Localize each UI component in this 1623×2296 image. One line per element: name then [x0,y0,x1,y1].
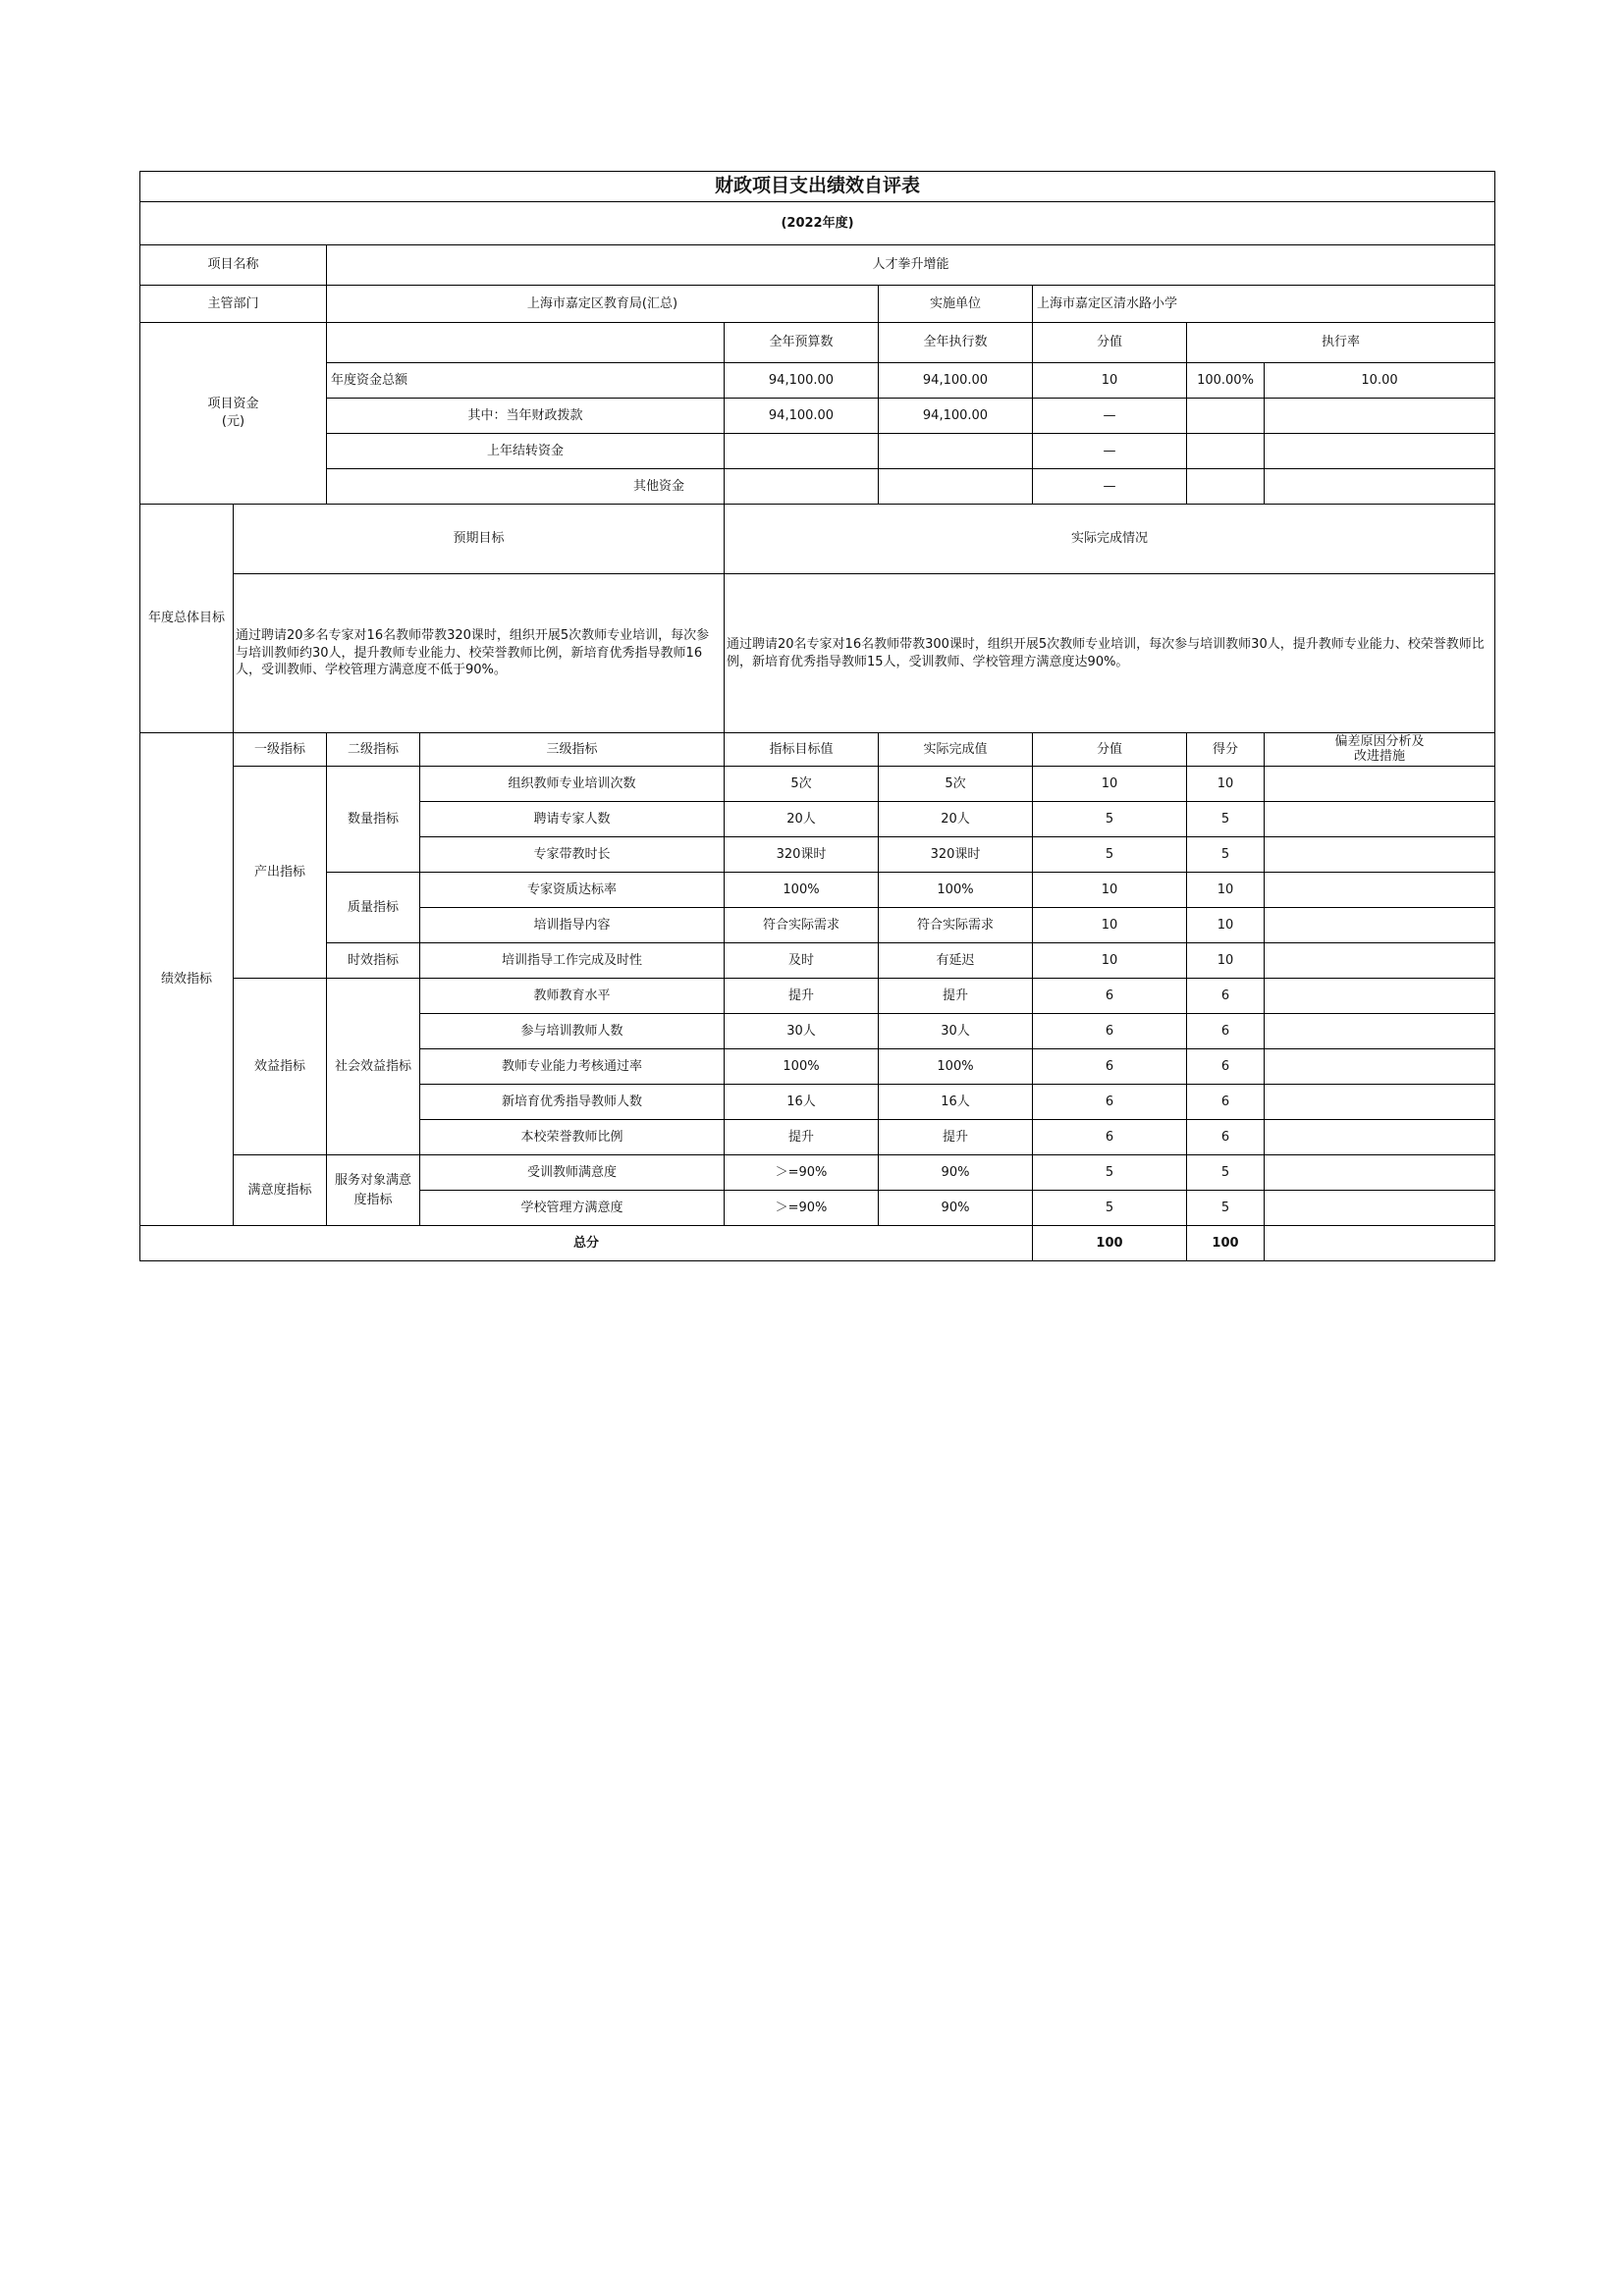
goal-expected-header: 预期目标 [234,505,725,574]
indicator-score: 10 [1187,873,1265,908]
indicator-name: 参与培训教师人数 [420,1014,725,1049]
goal-expected-text: 通过聘请20多名专家对16名教师带教320课时，组织开展5次教师专业培训，每次参与培训教师约30人，提升教师专业能力、校荣誉教师比例，新培育优秀指导教师16人，受训教师、学校管理方满意度不低于90%。 [234,574,725,733]
indicator-target: 符合实际需求 [725,908,879,943]
funds-row-label: 其他资金 [327,469,725,505]
indicator-note [1265,1014,1495,1049]
funds-score-value: — [1033,434,1187,469]
funds-rate [1187,469,1265,505]
group-benefit: 效益指标 [234,979,327,1155]
funds-exec [879,434,1033,469]
indicator-value: 6 [1033,1014,1187,1049]
indicator-value: 6 [1033,979,1187,1014]
indicator-note [1265,1049,1495,1085]
indicator-name: 培训指导内容 [420,908,725,943]
indicator-score: 5 [1187,837,1265,873]
funds-header-exec: 全年执行数 [879,323,1033,363]
funds-header-blank [327,323,725,363]
goal-actual-text: 通过聘请20名专家对16名教师带教300课时，组织开展5次教师专业培训，每次参与培训教师30人，提升教师专业能力、校荣誉教师比例，新培育优秀指导教师15人，受训教师、学校管理方满意度达90%。 [725,574,1495,733]
indicator-score: 5 [1187,802,1265,837]
indicator-note [1265,802,1495,837]
indicator-actual: 90% [879,1155,1033,1191]
indicator-score: 6 [1187,979,1265,1014]
funds-budget [725,434,879,469]
indicator-value: 5 [1033,802,1187,837]
indicator-target: ＞=90% [725,1191,879,1226]
funds-rate [1187,434,1265,469]
funds-budget [725,469,879,505]
indicator-score: 10 [1187,767,1265,802]
indicator-name: 组织教师专业培训次数 [420,767,725,802]
dept-value: 上海市嘉定区教育局(汇总) [327,286,879,323]
indicator-value: 5 [1033,1155,1187,1191]
indicator-score: 10 [1187,908,1265,943]
indicator-name: 教师专业能力考核通过率 [420,1049,725,1085]
funds-row-label: 年度资金总额 [327,363,725,399]
funds-exec: 94,100.00 [879,363,1033,399]
group-satisfaction: 满意度指标 [234,1155,327,1226]
perf-header-level2: 二级指标 [327,733,420,767]
indicator-value: 10 [1033,873,1187,908]
funds-header-budget: 全年预算数 [725,323,879,363]
indicator-actual: 20人 [879,802,1033,837]
indicator-value: 5 [1033,837,1187,873]
group-quantity: 数量指标 [327,767,420,873]
impl-label: 实施单位 [879,286,1033,323]
total-label: 总分 [140,1226,1033,1261]
total-note [1265,1226,1495,1261]
indicator-score: 5 [1187,1191,1265,1226]
indicator-name: 受训教师满意度 [420,1155,725,1191]
indicator-actual: 100% [879,1049,1033,1085]
indicator-name: 本校荣誉教师比例 [420,1120,725,1155]
funds-header-value: 分值 [1033,323,1187,363]
funds-score-value: 10 [1033,363,1187,399]
total-value: 100 [1033,1226,1187,1261]
indicator-name: 培训指导工作完成及时性 [420,943,725,979]
perf-header-level3: 三级指标 [420,733,725,767]
indicator-note [1265,1191,1495,1226]
indicator-name: 专家资质达标率 [420,873,725,908]
indicator-target: 20人 [725,802,879,837]
funds-score [1265,469,1495,505]
indicator-value: 6 [1033,1049,1187,1085]
indicator-note [1265,1155,1495,1191]
funds-budget: 94,100.00 [725,363,879,399]
total-score: 100 [1187,1226,1265,1261]
indicator-target: 100% [725,873,879,908]
indicator-value: 6 [1033,1085,1187,1120]
funds-score-value: — [1033,399,1187,434]
indicator-score: 5 [1187,1155,1265,1191]
indicator-name: 新培育优秀指导教师人数 [420,1085,725,1120]
indicator-actual: 提升 [879,979,1033,1014]
indicator-score: 6 [1187,1085,1265,1120]
indicator-note [1265,979,1495,1014]
indicator-score: 6 [1187,1014,1265,1049]
indicator-value: 5 [1033,1191,1187,1226]
indicator-actual: 16人 [879,1085,1033,1120]
funds-budget: 94,100.00 [725,399,879,434]
perf-header-target: 指标目标值 [725,733,879,767]
funds-score [1265,434,1495,469]
indicator-value: 6 [1033,1120,1187,1155]
indicator-score: 10 [1187,943,1265,979]
funds-row-label: 上年结转资金 [327,434,725,469]
project-name-value: 人才拳升增能 [327,245,1495,286]
perf-header-level1: 一级指标 [234,733,327,767]
indicator-target: ＞=90% [725,1155,879,1191]
goal-actual-header: 实际完成情况 [725,505,1495,574]
indicator-actual: 30人 [879,1014,1033,1049]
group-quality: 质量指标 [327,873,420,943]
indicator-note [1265,837,1495,873]
project-name-label: 项目名称 [140,245,327,286]
evaluation-table [139,171,1495,1261]
group-service: 服务对象满意度指标 [327,1155,420,1226]
funds-score: 10.00 [1265,363,1495,399]
page-subtitle: (2022年度) [140,202,1495,245]
perf-header-value: 分值 [1033,733,1187,767]
indicator-note [1265,908,1495,943]
indicator-name: 专家带教时长 [420,837,725,873]
evaluation-form [139,171,1494,1261]
indicator-target: 100% [725,1049,879,1085]
indicator-score: 6 [1187,1120,1265,1155]
indicator-target: 30人 [725,1014,879,1049]
funds-rate [1187,399,1265,434]
indicator-note [1265,1085,1495,1120]
group-social: 社会效益指标 [327,979,420,1155]
goal-label: 年度总体目标 [140,505,234,733]
indicator-target: 提升 [725,979,879,1014]
indicator-target: 及时 [725,943,879,979]
indicator-note [1265,767,1495,802]
indicator-name: 教师教育水平 [420,979,725,1014]
indicator-value: 10 [1033,908,1187,943]
funds-row-label: 其中：当年财政拨款 [327,399,725,434]
perf-label: 绩效指标 [140,733,234,1226]
group-timeliness: 时效指标 [327,943,420,979]
indicator-target: 16人 [725,1085,879,1120]
indicator-actual: 100% [879,873,1033,908]
indicator-actual: 5次 [879,767,1033,802]
perf-header-score: 得分 [1187,733,1265,767]
funds-label: 项目资金 (元) [140,323,327,505]
funds-rate: 100.00% [1187,363,1265,399]
funds-header-rate: 执行率 [1187,323,1495,363]
indicator-actual: 符合实际需求 [879,908,1033,943]
indicator-value: 10 [1033,767,1187,802]
indicator-actual: 320课时 [879,837,1033,873]
funds-exec: 94,100.00 [879,399,1033,434]
perf-header-note: 偏差原因分析及 改进措施 [1265,733,1495,767]
indicator-name: 聘请专家人数 [420,802,725,837]
funds-score [1265,399,1495,434]
indicator-note [1265,943,1495,979]
indicator-actual: 90% [879,1191,1033,1226]
indicator-value: 10 [1033,943,1187,979]
perf-header-actual: 实际完成值 [879,733,1033,767]
funds-exec [879,469,1033,505]
group-output: 产出指标 [234,767,327,979]
page-title: 财政项目支出绩效自评表 [140,172,1495,202]
indicator-actual: 有延迟 [879,943,1033,979]
indicator-target: 5次 [725,767,879,802]
indicator-actual: 提升 [879,1120,1033,1155]
indicator-target: 320课时 [725,837,879,873]
indicator-note [1265,1120,1495,1155]
dept-label: 主管部门 [140,286,327,323]
funds-score-value: — [1033,469,1187,505]
indicator-score: 6 [1187,1049,1265,1085]
indicator-name: 学校管理方满意度 [420,1191,725,1226]
impl-value: 上海市嘉定区清水路小学 [1033,286,1495,323]
indicator-target: 提升 [725,1120,879,1155]
indicator-note [1265,873,1495,908]
